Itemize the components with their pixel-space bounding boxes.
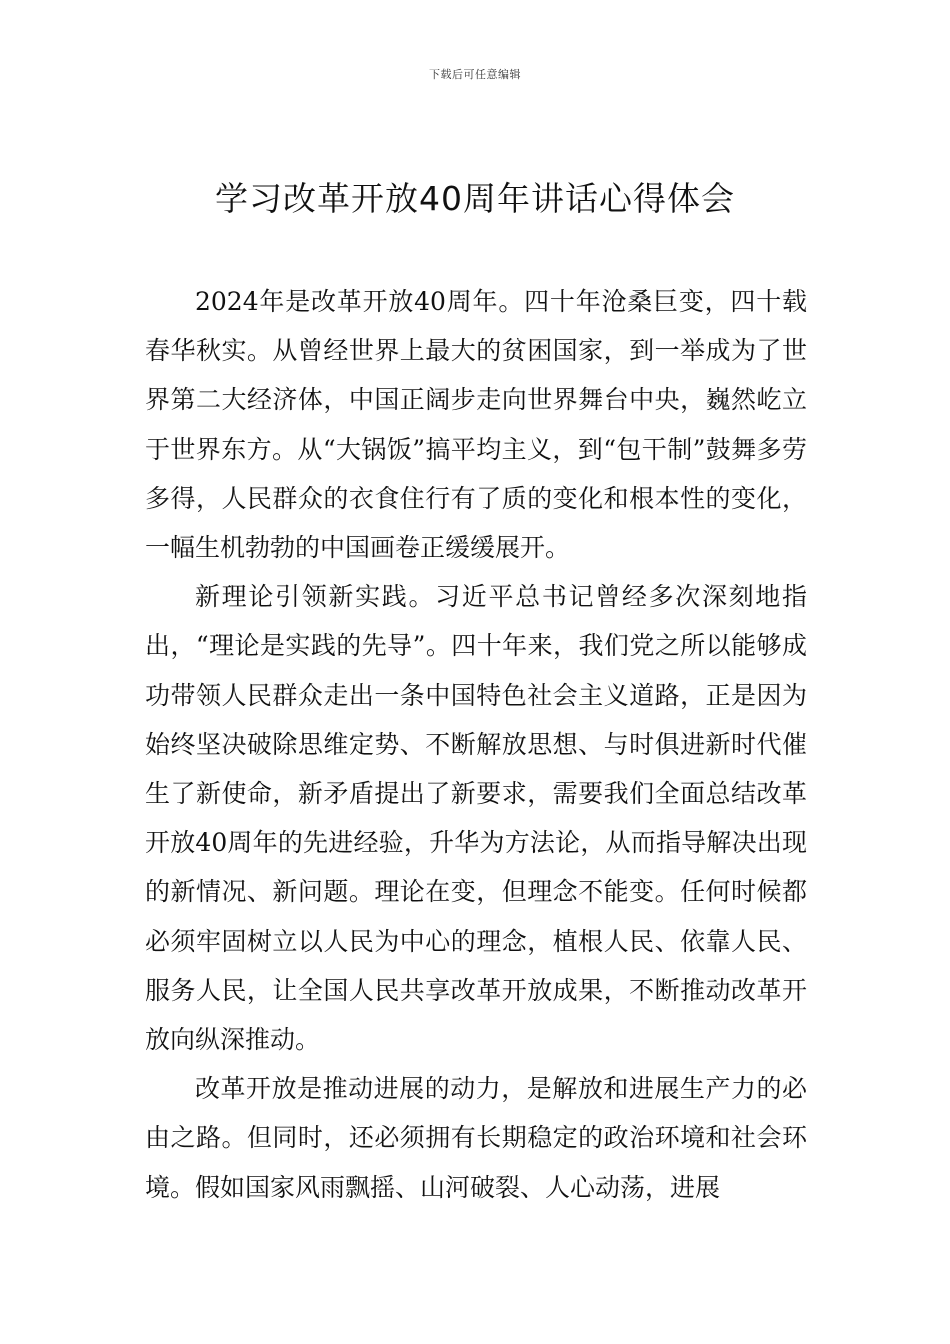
document-title: 学习改革开放40周年讲话心得体会 [215,179,735,218]
paragraph-2: 新理论引领新实践。习近平总书记曾经多次深刻地指出，“理论是实践的先导”。四十年来，我们党之所以能够成功带领人民群众走出一条中国特色社会主义道路，正是因为始终坚决破除思维定势、不断解放思想、与时俱进新时代催生了新使命，新矛盾提出了新要求，需要我们全面总结改革开放40周年的先进经验，升华为方法论，从而指导解决出现的新情况、新问题。理论在变，但理念不能变。任何时候都必须牢固树立以人民为中心的理念，植根人民、依靠人民、服务人民，让全国人民共享改革开放成果，不断推动改革开放向纵深推动。 [145,582,807,1055]
document-body [145,277,807,1212]
paragraph-1: 2024年是改革开放40周年。四十年沧桑巨变，四十载春华秋实。从曾经世界上最大的贫困国家，到一举成为了世界第二大经济体，中国正阔步走向世界舞台中央，巍然屹立于世界东方。从“大锅饭”搞平均主义，到“包干制”鼓舞多劳多得，人民群众的衣食住行有了质的变化和根本性的变化，一幅生机勃勃的中国画卷正缓缓展开。 [145,287,807,563]
page-header: 下载后可任意编辑 [429,68,521,81]
paragraph-3: 改革开放是推动进展的动力，是解放和进展生产力的必由之路。但同时，还必须拥有长期稳定的政治环境和社会环境。假如国家风雨飘摇、山河破裂、人心动荡，进展 [145,1074,807,1202]
